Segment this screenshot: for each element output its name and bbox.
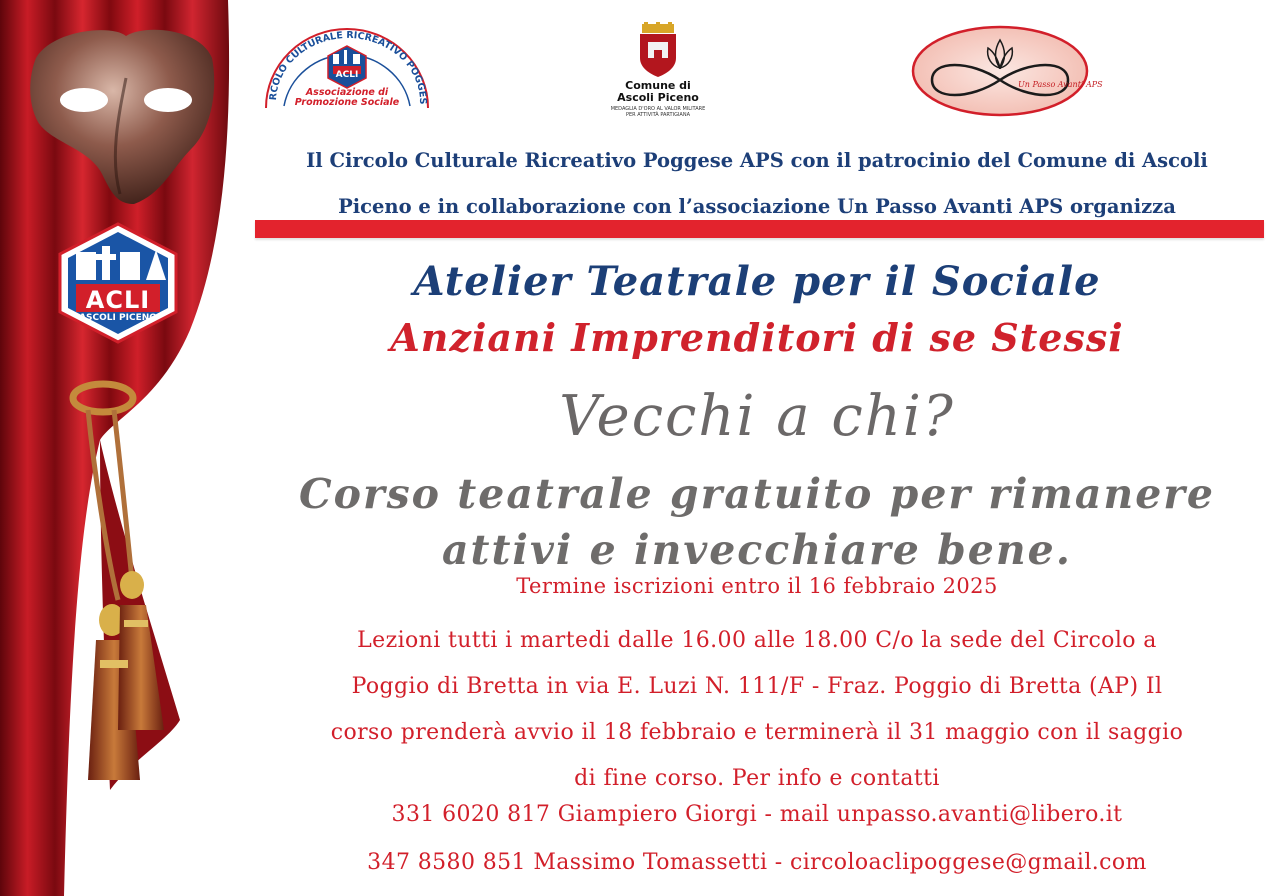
acli-city-label: ASCOLI PICENO — [79, 313, 157, 323]
circolo-logo — [262, 20, 432, 112]
anziani-subtitle: Anziani Imprenditori di se Stessi — [390, 315, 1124, 360]
circolo-acli-mark: ACLI — [335, 70, 359, 80]
theater-mask-image — [22, 18, 220, 208]
lessons-line-4: di fine corso. Per info e contatti — [574, 766, 940, 791]
atelier-title: Atelier Teatrale per il Sociale — [413, 258, 1101, 305]
contact-giorgi: 331 6020 817 Giampiero Giorgi - mail unpasso.avanti@libero.it — [391, 802, 1123, 827]
red-divider — [255, 220, 1264, 238]
comune-name: Comune di Ascoli Piceno — [617, 79, 699, 104]
un-passo-avanti-logo — [910, 24, 1103, 118]
lessons-line-2: Poggio di Bretta in via E. Luzi N. 111/F - Fraz. Poggio di Bretta (AP) Il — [351, 674, 1163, 699]
course-line-1: Corso teatrale gratuito per rimanere — [299, 470, 1215, 518]
acli-wordmark: ACLI — [85, 286, 151, 314]
course-line-2: attivi e invecchiare bene. — [441, 526, 1073, 574]
main-headline: Vecchi a chi? — [559, 384, 955, 449]
intro-line-1: Il Circolo Culturale Ricreativo Poggese APS con il patrocinio del Comune di Ascoli — [306, 149, 1208, 172]
course-description — [234, 466, 1280, 578]
acli-ascoli-logo — [56, 222, 180, 344]
lessons-info — [234, 618, 1280, 802]
circolo-ring-text: RCOLO CULTURALE RICREATIVO POGGES — [267, 29, 429, 105]
intro-paragraph — [234, 138, 1280, 230]
lessons-line-1: Lezioni tutti i martedi dalle 16.00 alle 18.00 C/o la sede del Circolo a — [357, 628, 1157, 653]
comune-medal-caption: MEDAGLIA D'ORO AL VALOR MILITARE PER ATTIVITÀ PARTIGIANA — [610, 106, 706, 118]
comune-ascoli-logo — [602, 22, 714, 122]
lessons-line-3: corso prenderà avvio il 18 febbraio e terminerà il 31 maggio con il saggio — [330, 720, 1184, 745]
passo-logo-text: Un Passo Avanti APS — [1018, 80, 1103, 89]
contact-tomassetti: 347 8580 851 Massimo Tomassetti - circoloaclipoggese@gmail.com — [367, 850, 1147, 875]
intro-line-2: Piceno e in collaborazione con l’associazione Un Passo Avanti APS organizza — [338, 195, 1176, 218]
circolo-subtitle: Associazione di Promozione Sociale — [294, 87, 400, 108]
registration-deadline: Termine iscrizioni entro il 16 febbraio 2025 — [516, 574, 998, 598]
